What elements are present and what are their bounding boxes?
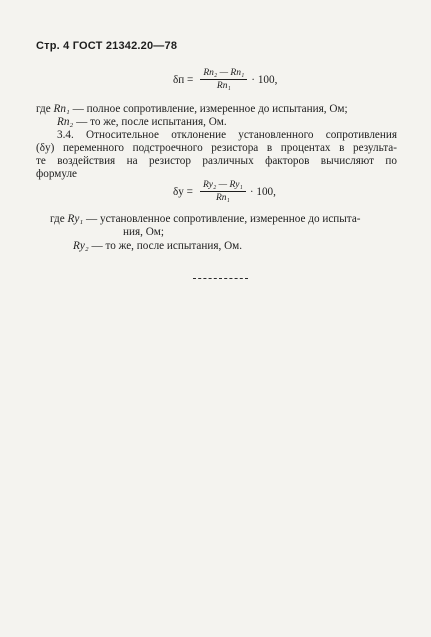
paragraph-line: 3.4. Относительное отклонение установленного сопротивления [57, 129, 397, 141]
formula-delta-y [173, 180, 276, 203]
definition-line [73, 240, 242, 253]
formula-denominator: Rп₁ [215, 193, 230, 203]
formula-fraction [200, 180, 246, 203]
formula-delta-p [173, 68, 277, 91]
definition-text: — установленное сопротивление, измеренное до испыта- [86, 213, 361, 225]
formula-tail: · 100, [251, 73, 278, 86]
paragraph-line: те воздействия на резистор различных факторов вычисляют по [36, 155, 397, 167]
formula-lhs: δу = [173, 185, 193, 198]
formula-denominator: Rп₁ [216, 81, 231, 91]
definition-text: — то же, после испытания, Ом. [91, 240, 243, 252]
definition-line [50, 213, 361, 226]
formula-numerator: Rу₂ — Rу₁ [202, 180, 243, 190]
definition-text: — то же, после испытания, Ом. [76, 116, 227, 128]
formula-tail: · 100, [249, 185, 276, 198]
section-end-rule [193, 278, 248, 279]
definition-line [36, 103, 348, 116]
definition-line [57, 116, 227, 129]
definition-text: — полное сопротивление, измеренное до испытания, Ом; [72, 103, 348, 115]
formula-numerator: Rп₂ — Rп₁ [203, 68, 245, 78]
definition-symbol: Rп₁ [53, 103, 70, 115]
definition-prefix: где [36, 103, 51, 115]
formula-lhs: δп = [173, 73, 194, 86]
definition-symbol: Rу₁ [67, 213, 84, 225]
definition-symbol: Rп₂ [57, 116, 74, 128]
definition-symbol: Rу₂ [73, 240, 89, 252]
paragraph-line: (δу) переменного подстроечного резистора в процентах в результа- [36, 142, 397, 154]
page-header: Стр. 4 ГОСТ 21342.20—78 [36, 40, 178, 52]
formula-fraction [200, 68, 247, 91]
definition-prefix: где [50, 213, 65, 225]
paragraph-line: формуле [36, 168, 77, 180]
definition-continuation: ния, Ом; [123, 226, 164, 238]
